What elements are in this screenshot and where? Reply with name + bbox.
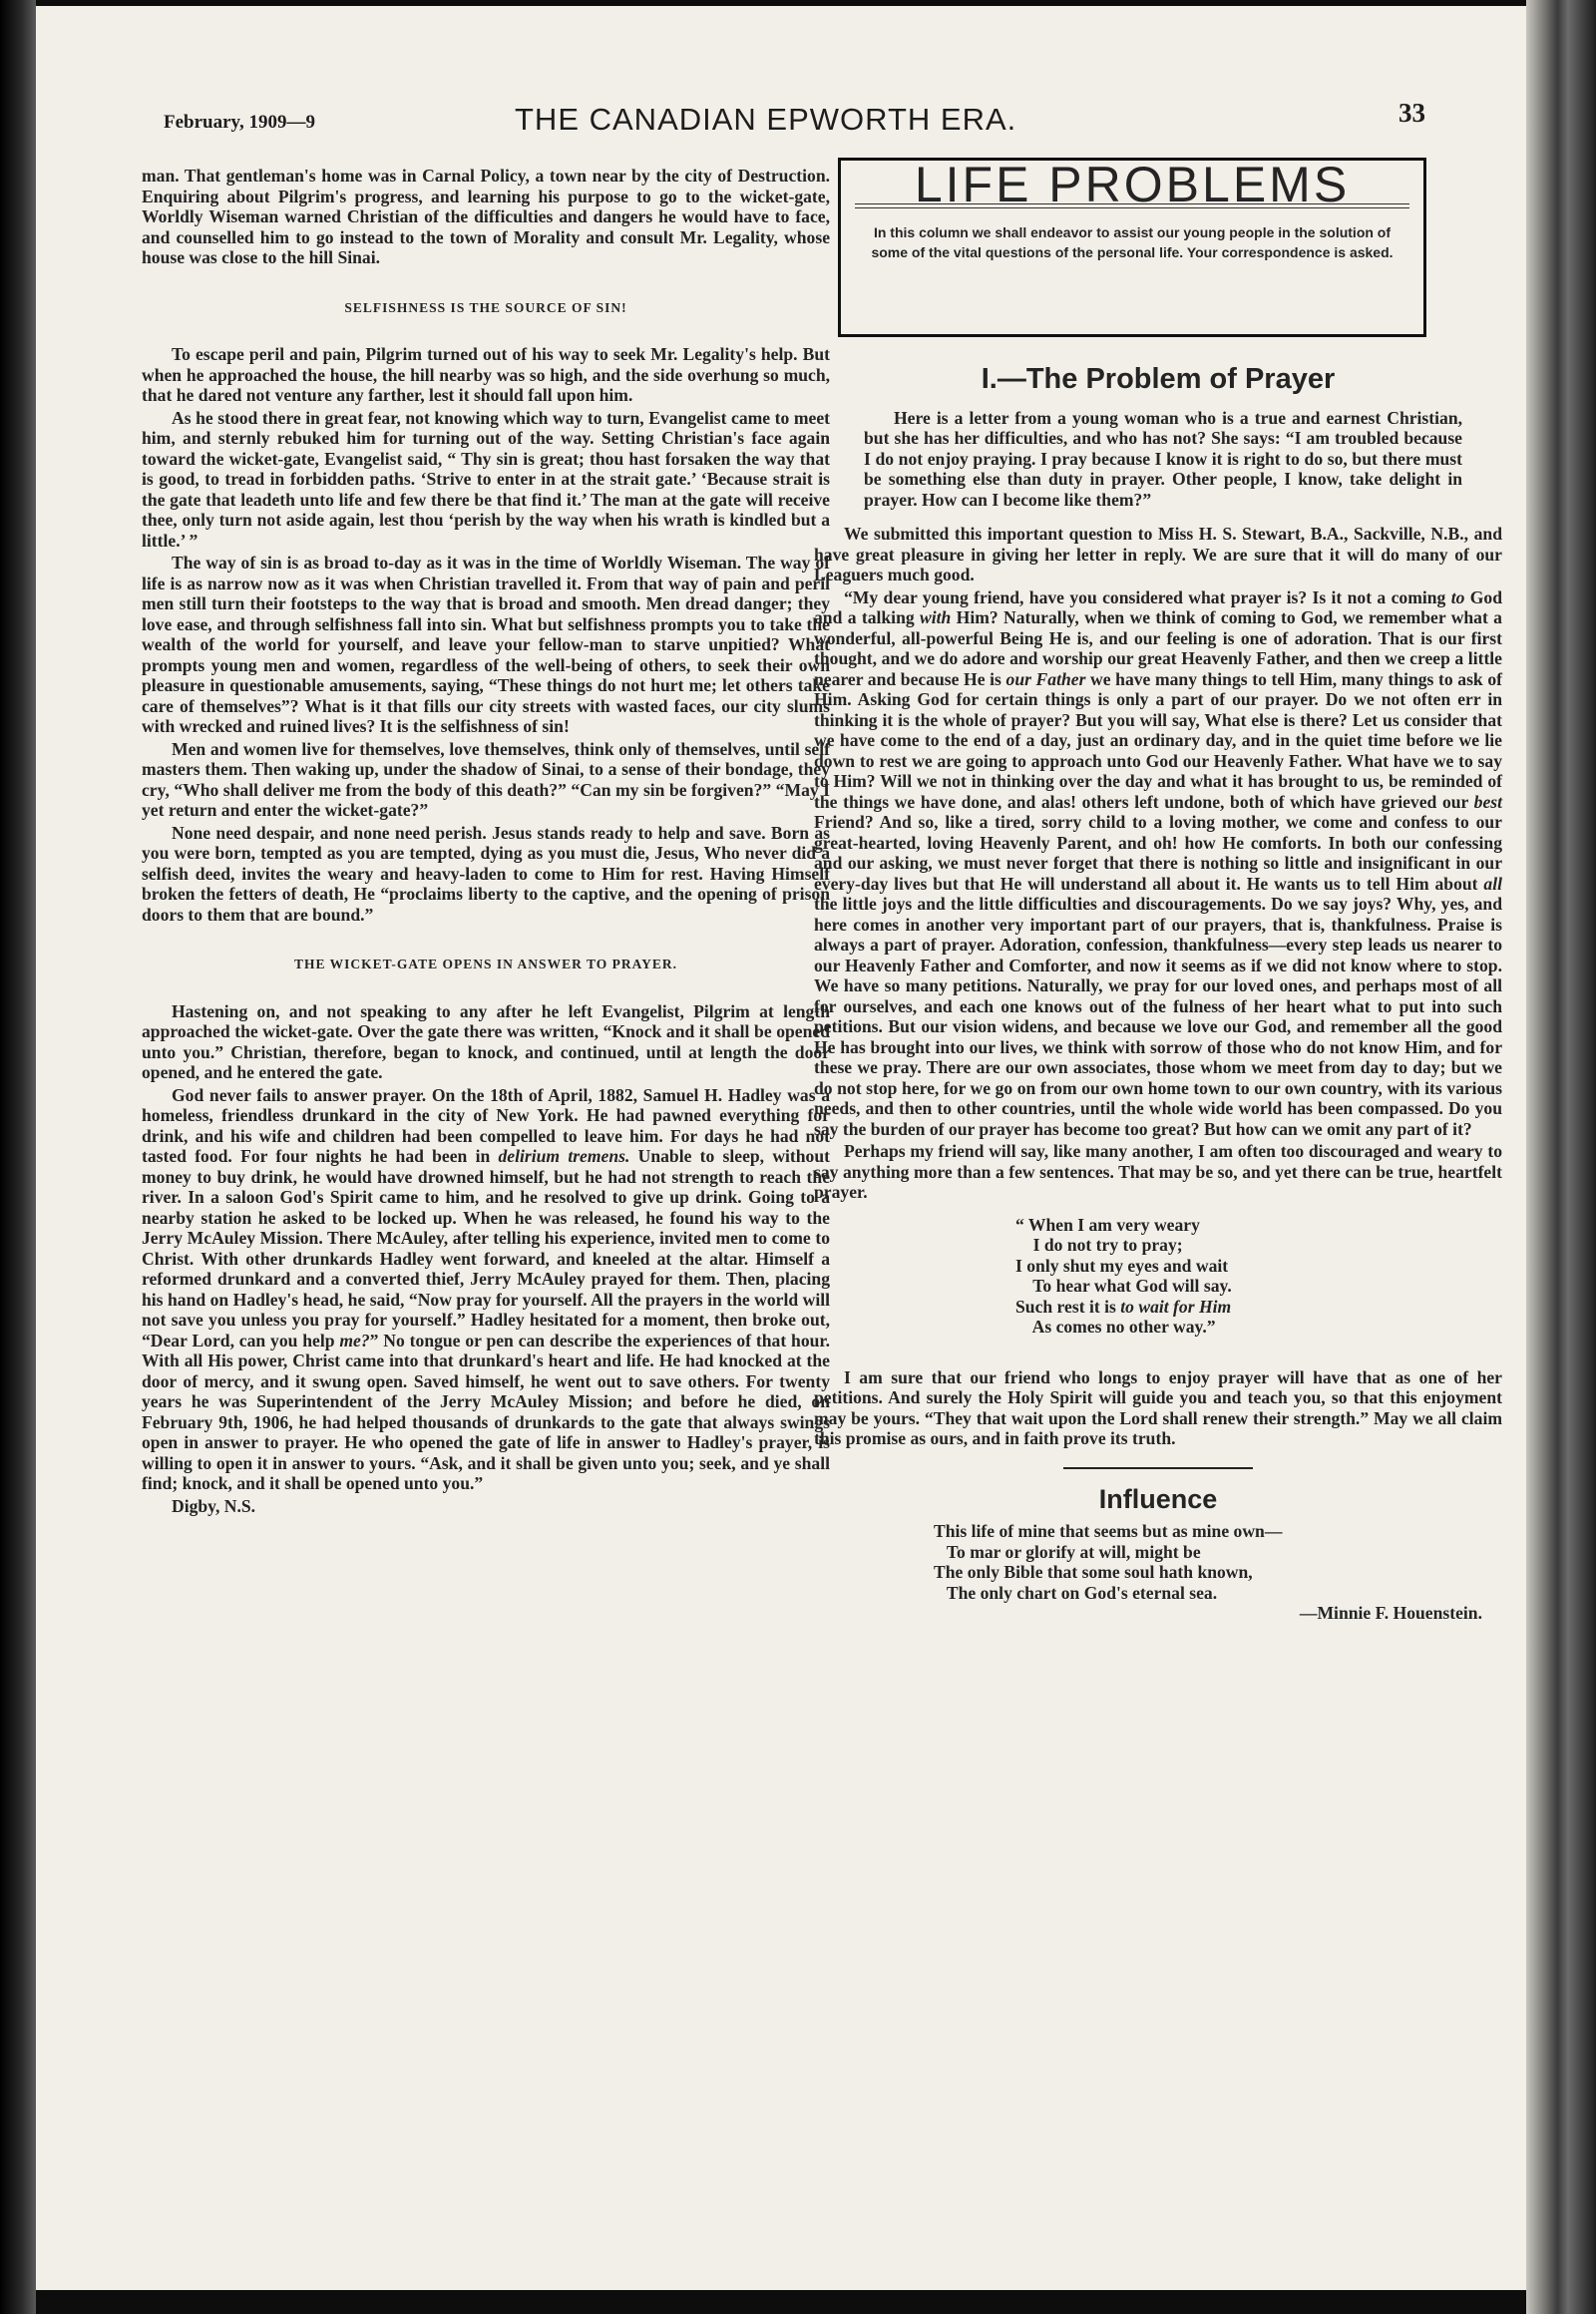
reply-paragraph [814, 587, 1502, 1140]
italic-text: best [1473, 791, 1502, 812]
life-problems-box [838, 158, 1426, 337]
paragraph: None need despair, and none need perish. Jesus stands ready to help and save. Born as you were born, tempted as you are tempted, dying as you must die, Jesus, Who never did a selfish deed, invites the weary and heavy-laden to come to Him for rest. Having Himself broken the fetters of death, He “proclaims liberty to the captive, and the opening of prison doors to them that are bound.” [142, 822, 830, 925]
prayer-poem [814, 1215, 1502, 1338]
italic-text: delirium tremens. [498, 1146, 630, 1166]
intro-paragraph: man. That gentleman's home was in Carnal Policy, a town near by the city of Destruction. Enquiring about Pilgrim's progress, and learning his purpose to go to the wicket-gate, Worldly Wiseman warned Christian of the difficulties and dangers he would have to face, and counselled him to go instead to the town of Morality and consult Mr. Legality, whose house was close to the hill Sinai. [142, 166, 830, 267]
signoff: Digby, N.S. [172, 1495, 256, 1516]
poem-line: This life of mine that seems but as mine own— [934, 1521, 1283, 1541]
column-note: In this column we shall endeavor to assist our young people in the solution of some of the vital questions of the personal life. Your correspondence is asked. [871, 223, 1394, 260]
poem-author: —Minnie F. Houenstein. [1299, 1603, 1482, 1623]
reader-letter [864, 408, 1462, 511]
column-title: LIFE PROBLEMS [914, 157, 1351, 212]
paragraph: We submitted this important question to Miss H. S. Stewart, B.A., Sackville, N.B., and have great pleasure in giving her letter in reply. We are sure that it will do many of our Leaguers much good. [814, 524, 1502, 584]
text-run: Such rest it is [1015, 1296, 1121, 1317]
text-run: Unable to sleep, without money to buy drink, he would have drowned himself, but he had not strength to reach the river. In a saloon God's Spirit came to him, and he resolved to give up drink. Going to a nearby station he asked to be locked up. When he was released, he found his way to the Jerry McAuley Mission. There McAuley, after telling his experience, invited men to come to Christ. With other drunkards Hadley went forward, and kneeled at the altar. Himself a reformed drunkard and a converted thief, Jerry McAuley prayed for them. Then, placing his hand on Hadley's head, he said, “Now pray for yourself. All the prayers in the world will not save you unless you pray for yourself.” Hadley hesitated for a moment, then broke out, “Dear Lord, can you help [142, 1146, 831, 1350]
paragraph: Perhaps my friend will say, like many another, I am often too discouraged and weary to say anything more than a few sentences. That may be so, and yet there can be true, heartfelt prayer. [814, 1141, 1502, 1202]
book-binding-right [1526, 0, 1596, 2314]
section-heading-wicket-gate: THE WICKET-GATE OPENS IN ANSWER TO PRAYER. [294, 957, 677, 971]
book-binding-left [0, 0, 36, 2314]
section-heading-selfishness: SELFISHNESS IS THE SOURCE OF SIN! [344, 299, 627, 315]
italic-text: to wait for Him [1120, 1296, 1232, 1317]
poem-line: To mar or glorify at will, might be [934, 1541, 1201, 1562]
influence-poem [814, 1521, 1502, 1624]
left-column [142, 166, 830, 1518]
issue-date: February, 1909—9 [164, 112, 315, 133]
poem-line: To hear what God will say. [1015, 1276, 1232, 1296]
italic-text: all [1483, 873, 1502, 894]
italic-text: me? [339, 1330, 370, 1350]
text-run: ” No tongue or pen can describe the experiences of that hour. With all His power, Christ came into that drunkard's heart and life. He had knocked at the door of mercy, and it swung open. Saved himself, he went out to save others. For twenty years he was Superintendent of the Jerry McAuley Mission; and before he died, on February 9th, 1906, he had helped thousands of drunkards to the gate that always swings open in answer to prayer. He who opened the gate of life in answer to Hadley's prayer, is willing to open it in answer to yours. “Ask, and it shall be given unto you; seek, and ye shall find; knock, and it shall be opened unto you.” [142, 1330, 830, 1493]
paragraph: Men and women live for themselves, love themselves, think only of themselves, until self masters them. Then waking up, under the shadow of Sinai, to a sense of their bondage, they cry, “Who shall deliver me from the body of this death?” “Can my sin be forgiven?” “May I yet return and enter the wicket-gate?” [142, 738, 830, 820]
text-run: “My dear young friend, have you considered what prayer is? Is it not a coming [844, 586, 1451, 607]
text-run: the little joys and the little difficulties and discouragements. Do we say joys? Why, yes, and here comes in another very important part of our prayers, that is, thankfulness. Praise is always a part of prayer. Adoration, confession, thankfulness—every step leads us nearer to our Heavenly Father and Comforter, and now it seems as if we did not know where to stop. We have so many petitions. Naturally, we pray for our loved ones, and perhaps most of all for ourselves, and each one knows out of the fulness of her heart what to put into such petitions. But our vision widens, and because we love our God, and remember all the good He has brought into our lives, we think with sorrow of those who do not know Him, and for these we pray. There are our own associates, those whom we meet from day to day; but we do not stop here, for we go on from our own home town to our own country, with its various needs, and then to other countries, until the whole wide world has been compassed. Do you say the burden of our prayer has become too great? But how can we omit any part of it? [814, 894, 1502, 1139]
problem-heading: I.—The Problem of Prayer [981, 363, 1336, 395]
page-number: 33 [1398, 98, 1425, 128]
paragraph: Hastening on, and not speaking to any after he left Evangelist, Pilgrim at length approached the wicket-gate. Over the gate there was written, “Knock and it shall be opened unto you.” Christian, therefore, began to knock, and continued, until at length the door opened, and he entered the gate. [142, 1000, 830, 1082]
poem-line [1015, 1297, 1502, 1318]
influence-heading: Influence [1098, 1483, 1218, 1514]
text-run: God never fails to answer prayer. On the 18th of April, 1882, Samuel H. Hadley was a homeless, friendless drunkard in the city of New York. He had pawned everything for drink, and his wife and children had been compelled to leave him. For days he had not tasted food. For four nights he had been in [142, 1084, 830, 1166]
italic-text: to [1450, 586, 1465, 607]
text-run: we have many things to tell Him, many things to ask of Him. Asking God for certain things is only a part of our prayer. Do we not often err in thinking it is the whole of prayer? But you will say, What else is there? Let us consider that we have come to the end of a day, just an ordinary day, and in the quiet time before we lie down to rest we are going to approach unto God our Heavenly Father. What have we to say to Him? Will we not in thinking over the day and what it has brought to us, be reminded of the things we have done, and alas! others left undone, both of which have grieved our [814, 668, 1502, 812]
letter-text: Here is a letter from a young woman who is a true and earnest Christian, but she has her difficulties, and who has not? She says: “I am troubled because I do not enjoy praying. I pray because I know it is right to do so, but there must be something else than duty in prayer. Other people, I know, take delight in prayer. How can I become like them?” [864, 407, 1462, 510]
text-run: Him? Naturally, when we think of coming to God, we remember what a wonderful, all-powerful Being He is, and our feeling is one of adoration. That is our first thought, and we do adore and worship our great Heavenly Father, and then we creep a little nearer and because He is [814, 607, 1502, 689]
poem-line: As comes no other way.” [1015, 1317, 1216, 1337]
paragraph: The way of sin is as broad to-day as it was in the time of Worldly Wiseman. The way of life is as narrow now as it was when Christian travelled it. From that way of pain and peril men still turn their footsteps to the way that is broad and smooth. Men dread danger; they love ease, and through selfishness fall into sin. What but selfishness prompts you to take the wealth of the world for yourself, and leave your fellow-man to starve unpitied? What prompts young men and women, regardless of the well-being of others, to seek their own pleasure in questionable amusements, saying, “These things do not hurt me; let others take care of themselves”? What is it that fills our city streets with wasted faces, our city slums with wrecked and ruined lives? It is the selfishness of sin! [142, 553, 830, 736]
right-column [814, 158, 1502, 1654]
text-run: Friend? And so, like a tired, sorry child to a loving mother, we come and confess to our great-hearted, loving Heavenly Parent, and oh! how He comforts. In both our confessing and our asking, we must never forget that there is nothing so little and insignificant in our every-day lives but that He will understand all about it. He wants us to tell Him about [814, 812, 1502, 894]
magazine-page [36, 6, 1552, 2290]
italic-text: with [920, 607, 952, 627]
poem-line: “ When I am very weary [1015, 1214, 1200, 1235]
paragraph: I am sure that our friend who longs to enjoy prayer will have that as one of her petitions. And surely the Holy Spirit will guide you and teach you, so that this enjoyment may be yours. “They that wait upon the Lord shall renew their strength.” May we all claim this promise as ours, and in faith prove its truth. [814, 1366, 1502, 1448]
paragraph: As he stood there in great fear, not knowing which way to turn, Evangelist came to meet him, and sternly rebuked him for turning out of the way. Setting Christian's face again toward the wicket-gate, Evangelist said, “ Thy sin is great; thou hast forsaken the way that is good, to tread in forbidden paths. ‘Strive to enter in at the strait gate.’ ‘Because strait is the gate that leadeth unto life and few there be that find it.’ The man at the gate will receive thee, only turn not aside again, lest thou ‘perish by the way when his wrath is kindled but a little.’ ” [142, 407, 830, 551]
poem-line: I only shut my eyes and wait [1015, 1255, 1229, 1276]
italic-text: our Father [1005, 668, 1086, 689]
text-run: God and a talking [814, 586, 1502, 627]
poem-line: The only Bible that some soul hath known, [934, 1562, 1253, 1582]
hadley-paragraph [142, 1085, 830, 1494]
magazine-title: THE CANADIAN EPWORTH ERA. [515, 102, 1017, 137]
running-header [36, 98, 1552, 138]
poem-line: I do not try to pray; [1015, 1235, 1183, 1255]
divider [1063, 1467, 1253, 1469]
paragraph: To escape peril and pain, Pilgrim turned out of his way to seek Mr. Legality's help. But when he approached the house, the hill nearby was so high, and the side overhung so much, that he dared not venture any farther, lest it should fall upon him. [142, 344, 830, 405]
poem-line: The only chart on God's eternal sea. [934, 1582, 1218, 1603]
